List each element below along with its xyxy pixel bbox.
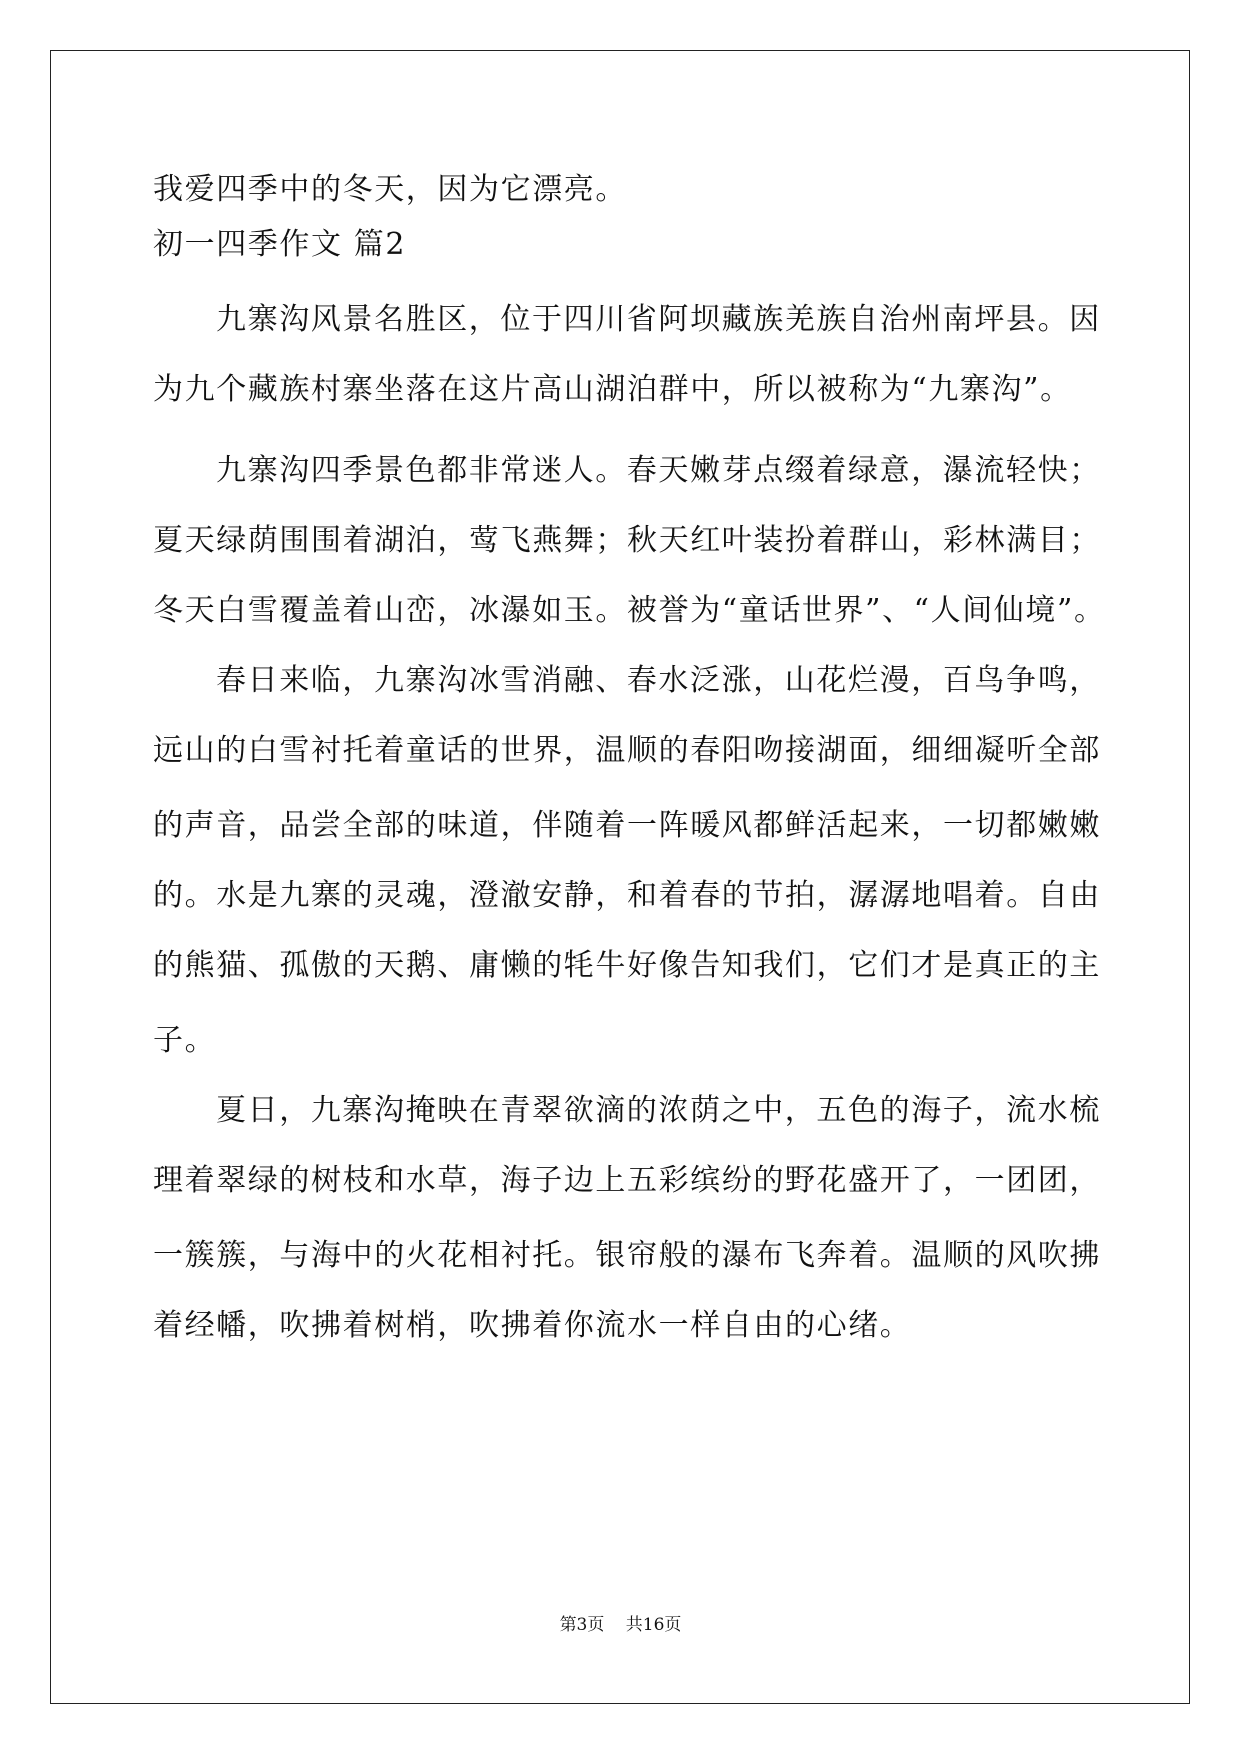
paragraph-line: 一簇簇，与海中的火花相衬托。银帘般的瀑布飞奔着。温顺的风吹拂: [153, 1238, 1101, 1273]
paragraph-line: 的熊猫、孤傲的天鹅、庸懒的牦牛好像告知我们，它们才是真正的主: [153, 948, 1101, 983]
paragraph-line: 夏日，九寨沟掩映在青翠欲滴的浓荫之中，五色的海子，流水梳: [216, 1093, 1101, 1128]
page-footer: [0, 1610, 1241, 1635]
paragraph-line: 春日来临，九寨沟冰雪消融、春水泛涨，山花烂漫，百鸟争鸣，: [216, 663, 1101, 698]
paragraph-line: 理着翠绿的树枝和水草，海子边上五彩缤纷的野花盛开了，一团团，: [153, 1163, 1101, 1198]
page-number: 第3页: [559, 1615, 605, 1635]
paragraph-line: 的声音，品尝全部的味道，伴随着一阵暖风都鲜活起来，一切都嫩嫩: [153, 808, 1101, 843]
paragraph-line: 为九个藏族村寨坐落在这片高山湖泊群中，所以被称为“九寨沟”。: [153, 372, 1072, 407]
section-heading: 初一四季作文 篇2: [153, 227, 407, 262]
page-total: 共16页: [625, 1615, 682, 1635]
paragraph-line: 夏天绿荫围围着湖泊，莺飞燕舞；秋天红叶装扮着群山，彩林满目；: [153, 523, 1101, 558]
paragraph-line: 子。: [153, 1023, 217, 1058]
page-border: [50, 50, 1190, 1704]
paragraph-line: 九寨沟四季景色都非常迷人。春天嫩芽点缀着绿意，瀑流轻快；: [216, 453, 1101, 488]
paragraph-line: 着经幡，吹拂着树梢，吹拂着你流水一样自由的心绪。: [153, 1308, 912, 1343]
paragraph-line: 的。水是九寨的灵魂，澄澈安静，和着春的节拍，潺潺地唱着。自由: [153, 878, 1101, 913]
paragraph-line: 冬天白雪覆盖着山峦，冰瀑如玉。被誉为“童话世界”、“人间仙境”。: [153, 593, 1106, 628]
paragraph-line: 九寨沟风景名胜区，位于四川省阿坝藏族羌族自治州南坪县。因: [216, 302, 1101, 337]
paragraph-line: 远山的白雪衬托着童话的世界，温顺的春阳吻接湖面，细细凝听全部: [153, 733, 1101, 768]
paragraph-line: 我爱四季中的冬天，因为它漂亮。: [153, 172, 627, 207]
